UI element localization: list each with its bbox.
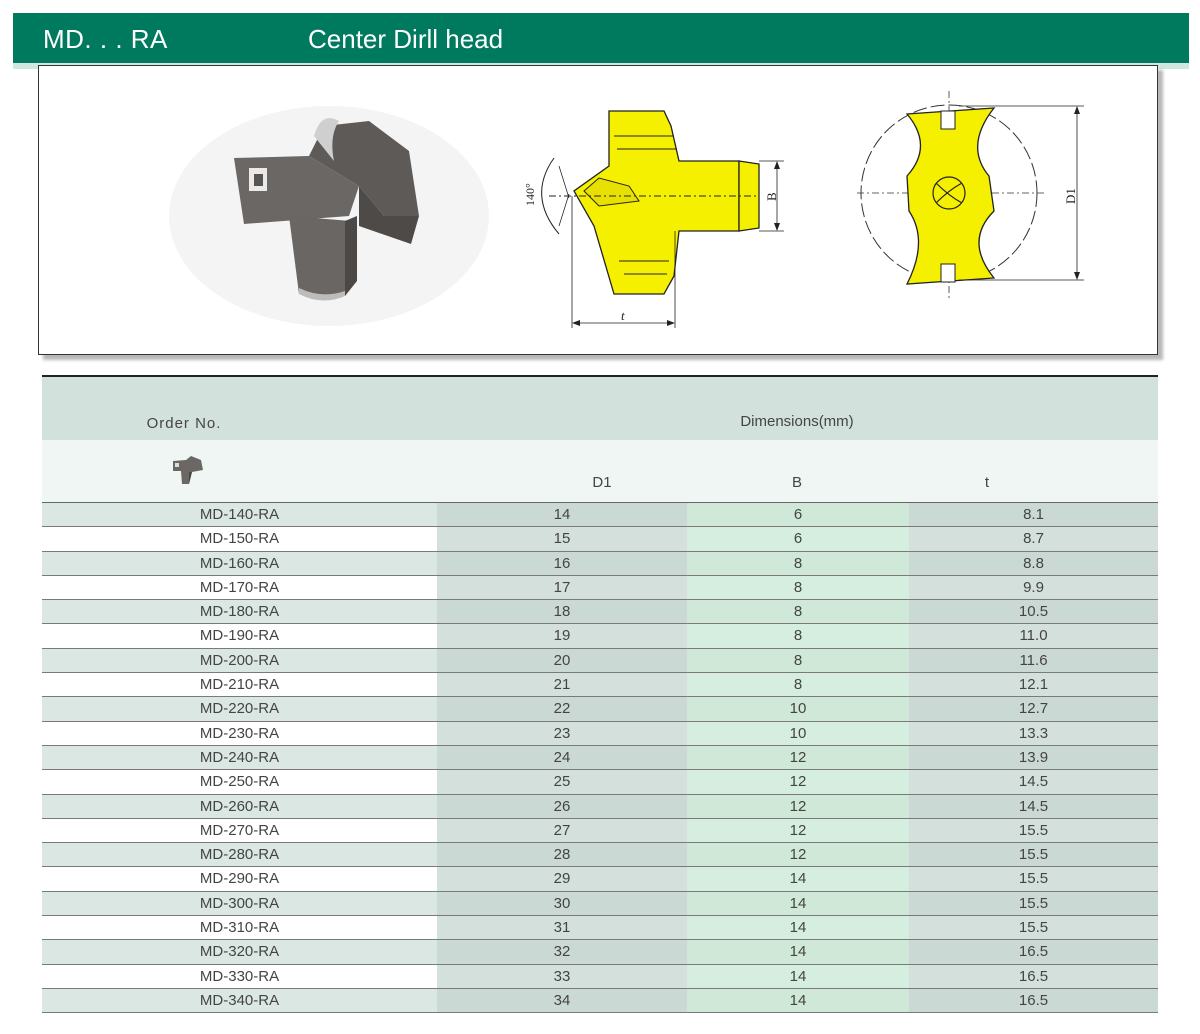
table-row: [42, 965, 1158, 989]
table-row: [42, 867, 1158, 891]
dimensions-header: Dimensions(mm): [740, 413, 854, 430]
t-cell: 14.5: [909, 795, 1158, 818]
d1-cell: 24: [437, 746, 687, 769]
table-row: [42, 819, 1158, 843]
t-cell: 8.7: [909, 527, 1158, 550]
t-cell: 15.5: [909, 819, 1158, 842]
b-cell: 14: [687, 965, 909, 988]
d1-cell: 20: [437, 649, 687, 672]
dim-b-label: B: [764, 192, 779, 201]
t-cell: 15.5: [909, 916, 1158, 939]
table-header-row: [42, 377, 1158, 440]
t-cell: 16.5: [909, 965, 1158, 988]
order-no-header: Order No.: [146, 415, 222, 432]
table-row: [42, 795, 1158, 819]
angle-label: 140°: [523, 183, 537, 206]
title-bar: [13, 13, 1189, 63]
d1-cell: 31: [437, 916, 687, 939]
d1-cell: 28: [437, 843, 687, 866]
order-no-cell: MD-310-RA: [199, 919, 280, 937]
d1-cell: 30: [437, 892, 687, 915]
d1-cell: 16: [437, 552, 687, 575]
t-cell: 12.7: [909, 697, 1158, 720]
b-cell: 6: [687, 503, 909, 526]
b-cell: 14: [687, 916, 909, 939]
table-row: [42, 940, 1158, 964]
b-cell: 8: [687, 600, 909, 623]
table-row: [42, 649, 1158, 673]
product-code: MD. . . RA: [43, 24, 168, 54]
d1-cell: 26: [437, 795, 687, 818]
table-row: [42, 989, 1158, 1013]
t-cell: 14.5: [909, 770, 1158, 793]
table-row: [42, 552, 1158, 576]
t-cell: 15.5: [909, 867, 1158, 890]
dim-d1-label: D1: [1063, 188, 1078, 204]
t-cell: 11.0: [909, 624, 1158, 647]
b-cell: 12: [687, 819, 909, 842]
table-row: [42, 624, 1158, 648]
table-row: [42, 892, 1158, 916]
product-figure-panel: [38, 65, 1158, 355]
table-row: [42, 503, 1158, 527]
table-row: [42, 527, 1158, 551]
order-no-cell: MD-330-RA: [199, 967, 280, 985]
t-cell: 15.5: [909, 843, 1158, 866]
table-row: [42, 673, 1158, 697]
d1-cell: 33: [437, 965, 687, 988]
b-cell: 6: [687, 527, 909, 550]
t-cell: 16.5: [909, 940, 1158, 963]
d1-cell: 34: [437, 989, 687, 1012]
b-cell: 14: [687, 940, 909, 963]
order-no-cell: MD-280-RA: [42, 843, 437, 866]
table-row: [42, 746, 1158, 770]
order-no-cell: MD-210-RA: [199, 676, 280, 694]
table-row: [42, 697, 1158, 721]
drill-head-photo: [169, 106, 489, 326]
t-cell: 15.5: [909, 892, 1158, 915]
b-cell: 12: [687, 843, 909, 866]
d1-cell: 32: [437, 940, 687, 963]
dim-t-label: t: [621, 308, 625, 323]
t-cell: 11.6: [909, 649, 1158, 672]
t-cell: 8.8: [909, 552, 1158, 575]
d1-cell: 17: [437, 576, 687, 599]
product-title: Center Dirll head: [308, 24, 504, 54]
table-subheader-row: [42, 440, 1158, 503]
d1-cell: 25: [437, 770, 687, 793]
b-cell: 14: [687, 892, 909, 915]
order-no-cell: MD-230-RA: [199, 724, 280, 742]
b-cell: 12: [687, 746, 909, 769]
t-cell: 16.5: [909, 989, 1158, 1012]
order-no-cell: MD-140-RA: [42, 503, 437, 526]
order-no-cell: MD-250-RA: [199, 773, 280, 791]
end-view-drawing: [857, 91, 1084, 301]
order-no-cell: MD-270-RA: [199, 821, 280, 839]
side-view-drawing: [523, 111, 784, 328]
d1-cell: 27: [437, 819, 687, 842]
d1-cell: 29: [437, 867, 687, 890]
d1-cell: 18: [437, 600, 687, 623]
table-row: [42, 770, 1158, 794]
b-cell: 14: [687, 867, 909, 890]
t-cell: 10.5: [909, 600, 1158, 623]
table-row: [42, 843, 1158, 867]
d1-cell: 14: [437, 503, 687, 526]
t-cell: 13.3: [909, 722, 1158, 745]
table-row: [42, 576, 1158, 600]
order-no-cell: MD-240-RA: [42, 746, 437, 769]
b-subheader: B: [791, 474, 802, 491]
order-no-cell: MD-180-RA: [42, 600, 437, 623]
t-cell: 12.1: [909, 673, 1158, 696]
t-cell: 9.9: [909, 576, 1158, 599]
d1-cell: 21: [437, 673, 687, 696]
table-row: [42, 722, 1158, 746]
order-no-cell: MD-200-RA: [42, 649, 437, 672]
order-no-cell: MD-150-RA: [199, 530, 280, 548]
order-no-cell: MD-290-RA: [199, 870, 280, 888]
d1-cell: 23: [437, 722, 687, 745]
order-no-cell: MD-260-RA: [42, 795, 437, 818]
t-cell: 8.1: [909, 503, 1158, 526]
d1-cell: 22: [437, 697, 687, 720]
order-no-cell: MD-300-RA: [42, 892, 437, 915]
b-cell: 8: [687, 673, 909, 696]
b-cell: 8: [687, 552, 909, 575]
d1-subheader: D1: [592, 474, 612, 491]
t-cell: 13.9: [909, 746, 1158, 769]
d1-cell: 15: [437, 527, 687, 550]
order-no-cell: MD-340-RA: [42, 989, 437, 1012]
b-cell: 12: [687, 795, 909, 818]
b-cell: 12: [687, 770, 909, 793]
b-cell: 8: [687, 624, 909, 647]
table-body: [42, 503, 1158, 1013]
b-cell: 14: [687, 989, 909, 1012]
order-no-cell: MD-160-RA: [42, 552, 437, 575]
dimensions-table: [42, 375, 1158, 1013]
order-no-cell: MD-220-RA: [42, 697, 437, 720]
b-cell: 10: [687, 697, 909, 720]
order-no-cell: MD-170-RA: [199, 578, 280, 596]
order-no-cell: MD-320-RA: [42, 940, 437, 963]
table-row: [42, 916, 1158, 940]
b-cell: 10: [687, 722, 909, 745]
d1-cell: 19: [437, 624, 687, 647]
table-row: [42, 600, 1158, 624]
b-cell: 8: [687, 649, 909, 672]
b-cell: 8: [687, 576, 909, 599]
order-no-cell: MD-190-RA: [199, 627, 280, 645]
t-subheader: t: [984, 474, 990, 491]
drill-head-thumbnail-icon: [170, 454, 206, 488]
